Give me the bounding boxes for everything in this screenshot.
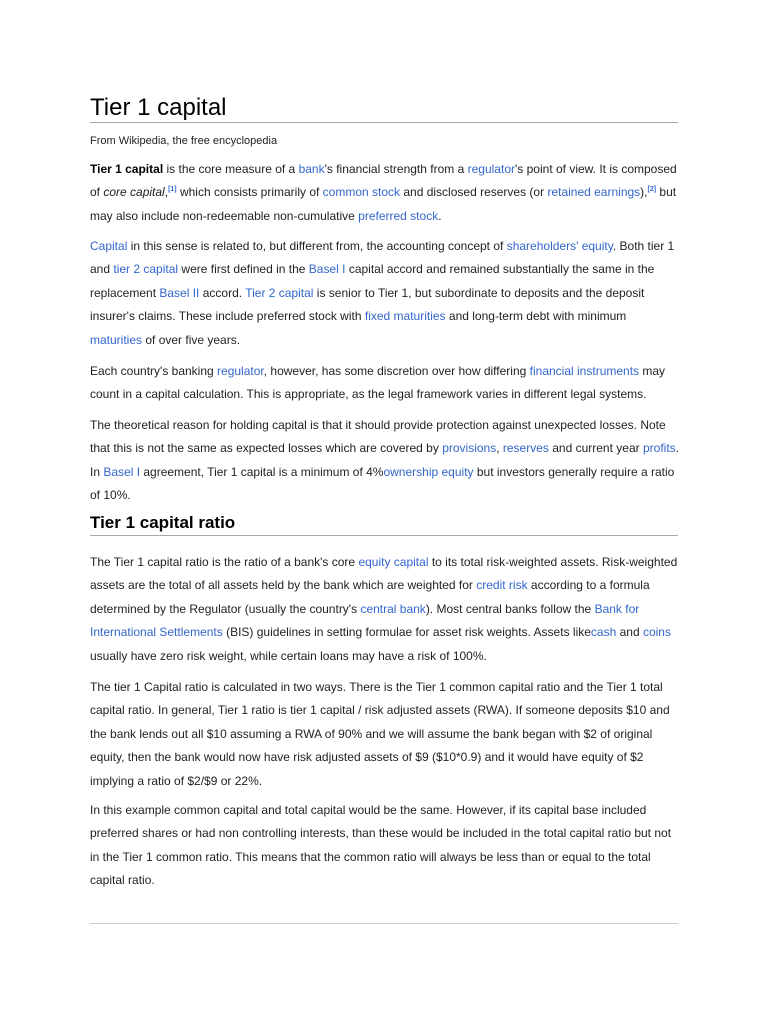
link-tier-2-capital[interactable]: tier 2 capital (113, 262, 179, 277)
reference-1[interactable]: [1] (168, 186, 177, 194)
section-divider (90, 535, 678, 536)
text: The Tier 1 capital ratio is the ratio of a bank's core (90, 555, 359, 569)
text: usually have zero risk weight, while certain loans may have a risk of 100%. (90, 648, 487, 663)
italic-term: core capital (103, 185, 165, 200)
text: accord. (199, 285, 246, 300)
link-profits[interactable]: profits (642, 441, 676, 456)
paragraph-calculation: The tier 1 Capital ratio is calculated in two ways. There is the Tier 1 common capital ratio and the Tier 1 total capital ratio. In general, Tier 1 ratio is tier 1 capital / risk adjusted assets (RWA). If someone deposits $10 and the bank lends out all $10 assuming a RWA of 90% and we will assume the bank began with $2 of original equity, then the bank would now have risk adjusted assets of $9 ($10*0.9) and it would have equity of $2 implying a ratio of $2/$9 or 22%. (90, 680, 670, 788)
link-financial-instruments[interactable]: financial instruments (529, 364, 640, 378)
text: 's point of view. It is composed of (90, 162, 677, 200)
paragraph-example: In this example common capital and total capital would be the same. However, if its capital base included preferred shares or had non controlling interests, than these would be included in the total capital ratio but not in the Tier 1 common ratio. This means that the common ratio will always be less than or equal to the total capital ratio. (90, 803, 672, 888)
text: is the core measure of a (163, 162, 299, 176)
link-equity-capital[interactable]: equity capital (358, 555, 429, 569)
text: but investors generally require a ratio of 10%. (90, 464, 675, 503)
text: and (616, 625, 643, 640)
link-basel-i-2[interactable]: Basel I (103, 464, 141, 479)
link-coins[interactable]: coins (642, 625, 671, 640)
link-provisions[interactable]: provisions (442, 441, 497, 456)
page-title: Tier 1 capital (90, 94, 227, 121)
text: and long-term debt with minimum (445, 309, 627, 324)
paragraph-regulator (90, 360, 680, 407)
footer-divider (90, 923, 678, 924)
link-bank[interactable]: bank (298, 162, 325, 176)
section-heading: Tier 1 capital ratio (90, 513, 236, 532)
link-credit-risk[interactable]: credit risk (476, 578, 528, 593)
text: to its total risk-weighted assets. Risk-weighted assets are the total of all assets held by the bank which are weighted for (90, 555, 678, 593)
text: The theoretical reason for holding capital is that it should provide protection against unexpected losses. Note that this is not the same as expected losses which are covered by (90, 418, 666, 456)
text: 's financial strength from a (324, 162, 468, 176)
link-basel-ii[interactable]: Basel II (159, 285, 200, 300)
site-tagline: From Wikipedia, the free encyclopedia (90, 135, 278, 147)
bold-term: Tier 1 capital (90, 162, 164, 176)
text: in this sense is related to, but different from, the accounting concept of (127, 239, 507, 253)
text: of over five years. (142, 332, 241, 347)
link-retained-earnings[interactable]: retained earnings (547, 185, 641, 200)
text: is senior to Tier 1, but subordinate to deposits and the deposit insurer's claims. These include preferred stock with (90, 285, 645, 324)
text: , however, has some discretion over how differing (263, 364, 530, 378)
text: were first defined in the (178, 262, 309, 277)
link-capital[interactable]: Capital (90, 239, 128, 253)
text: . (438, 208, 442, 223)
text: ), (640, 185, 648, 200)
paragraph-intro (90, 158, 680, 228)
text: , (496, 441, 503, 456)
text: , (164, 185, 169, 200)
text: Each country's banking (90, 364, 218, 378)
link-maturities[interactable]: maturities (90, 332, 143, 347)
paragraph-ratio-definition (90, 551, 680, 668)
link-ownership-equity[interactable]: ownership equity (383, 464, 474, 479)
link-shareholders-equity[interactable]: shareholders' equity (506, 239, 613, 253)
text: . Both tier 1 and (90, 239, 675, 277)
link-reserves[interactable]: reserves (502, 441, 549, 456)
text: (BIS) guidelines in setting formulae for asset risk weights. Assets like (222, 625, 591, 640)
paragraph-capital (90, 235, 680, 352)
text: according to a formula determined by the Regulator (usually the country's (90, 578, 650, 616)
title-divider (90, 122, 678, 123)
text: . In (90, 441, 679, 479)
text: but may also include non-redeemable non-cumulative (90, 185, 677, 223)
paragraph-theory (90, 414, 680, 508)
link-tier-2-capital-2[interactable]: Tier 2 capital (245, 285, 314, 300)
text: may count in a capital calculation. This is appropriate, as the legal framework varies in different legal systems. (90, 364, 666, 402)
link-regulator-2[interactable]: regulator (217, 364, 264, 378)
text: and disclosed reserves (or (400, 185, 548, 200)
reference-2[interactable]: [2] (647, 186, 657, 194)
link-common-stock[interactable]: common stock (322, 185, 401, 200)
text: ). Most central banks follow the (425, 601, 595, 616)
text: which consists primarily of (176, 185, 323, 200)
text: agreement, Tier 1 capital is a minimum of 4% (140, 464, 384, 479)
text: capital accord and remained substantially the same in the replacement (90, 262, 655, 300)
text: and current year (548, 441, 643, 456)
link-preferred-stock[interactable]: preferred stock (358, 208, 439, 223)
link-cash[interactable]: cash (590, 625, 617, 640)
link-basel-i[interactable]: Basel I (308, 262, 346, 277)
link-central-bank[interactable]: central bank (360, 601, 426, 616)
link-fixed-maturities[interactable]: fixed maturities (364, 309, 446, 324)
link-regulator[interactable]: regulator (467, 162, 515, 176)
link-bis[interactable]: Bank for International Settlements (90, 601, 640, 640)
